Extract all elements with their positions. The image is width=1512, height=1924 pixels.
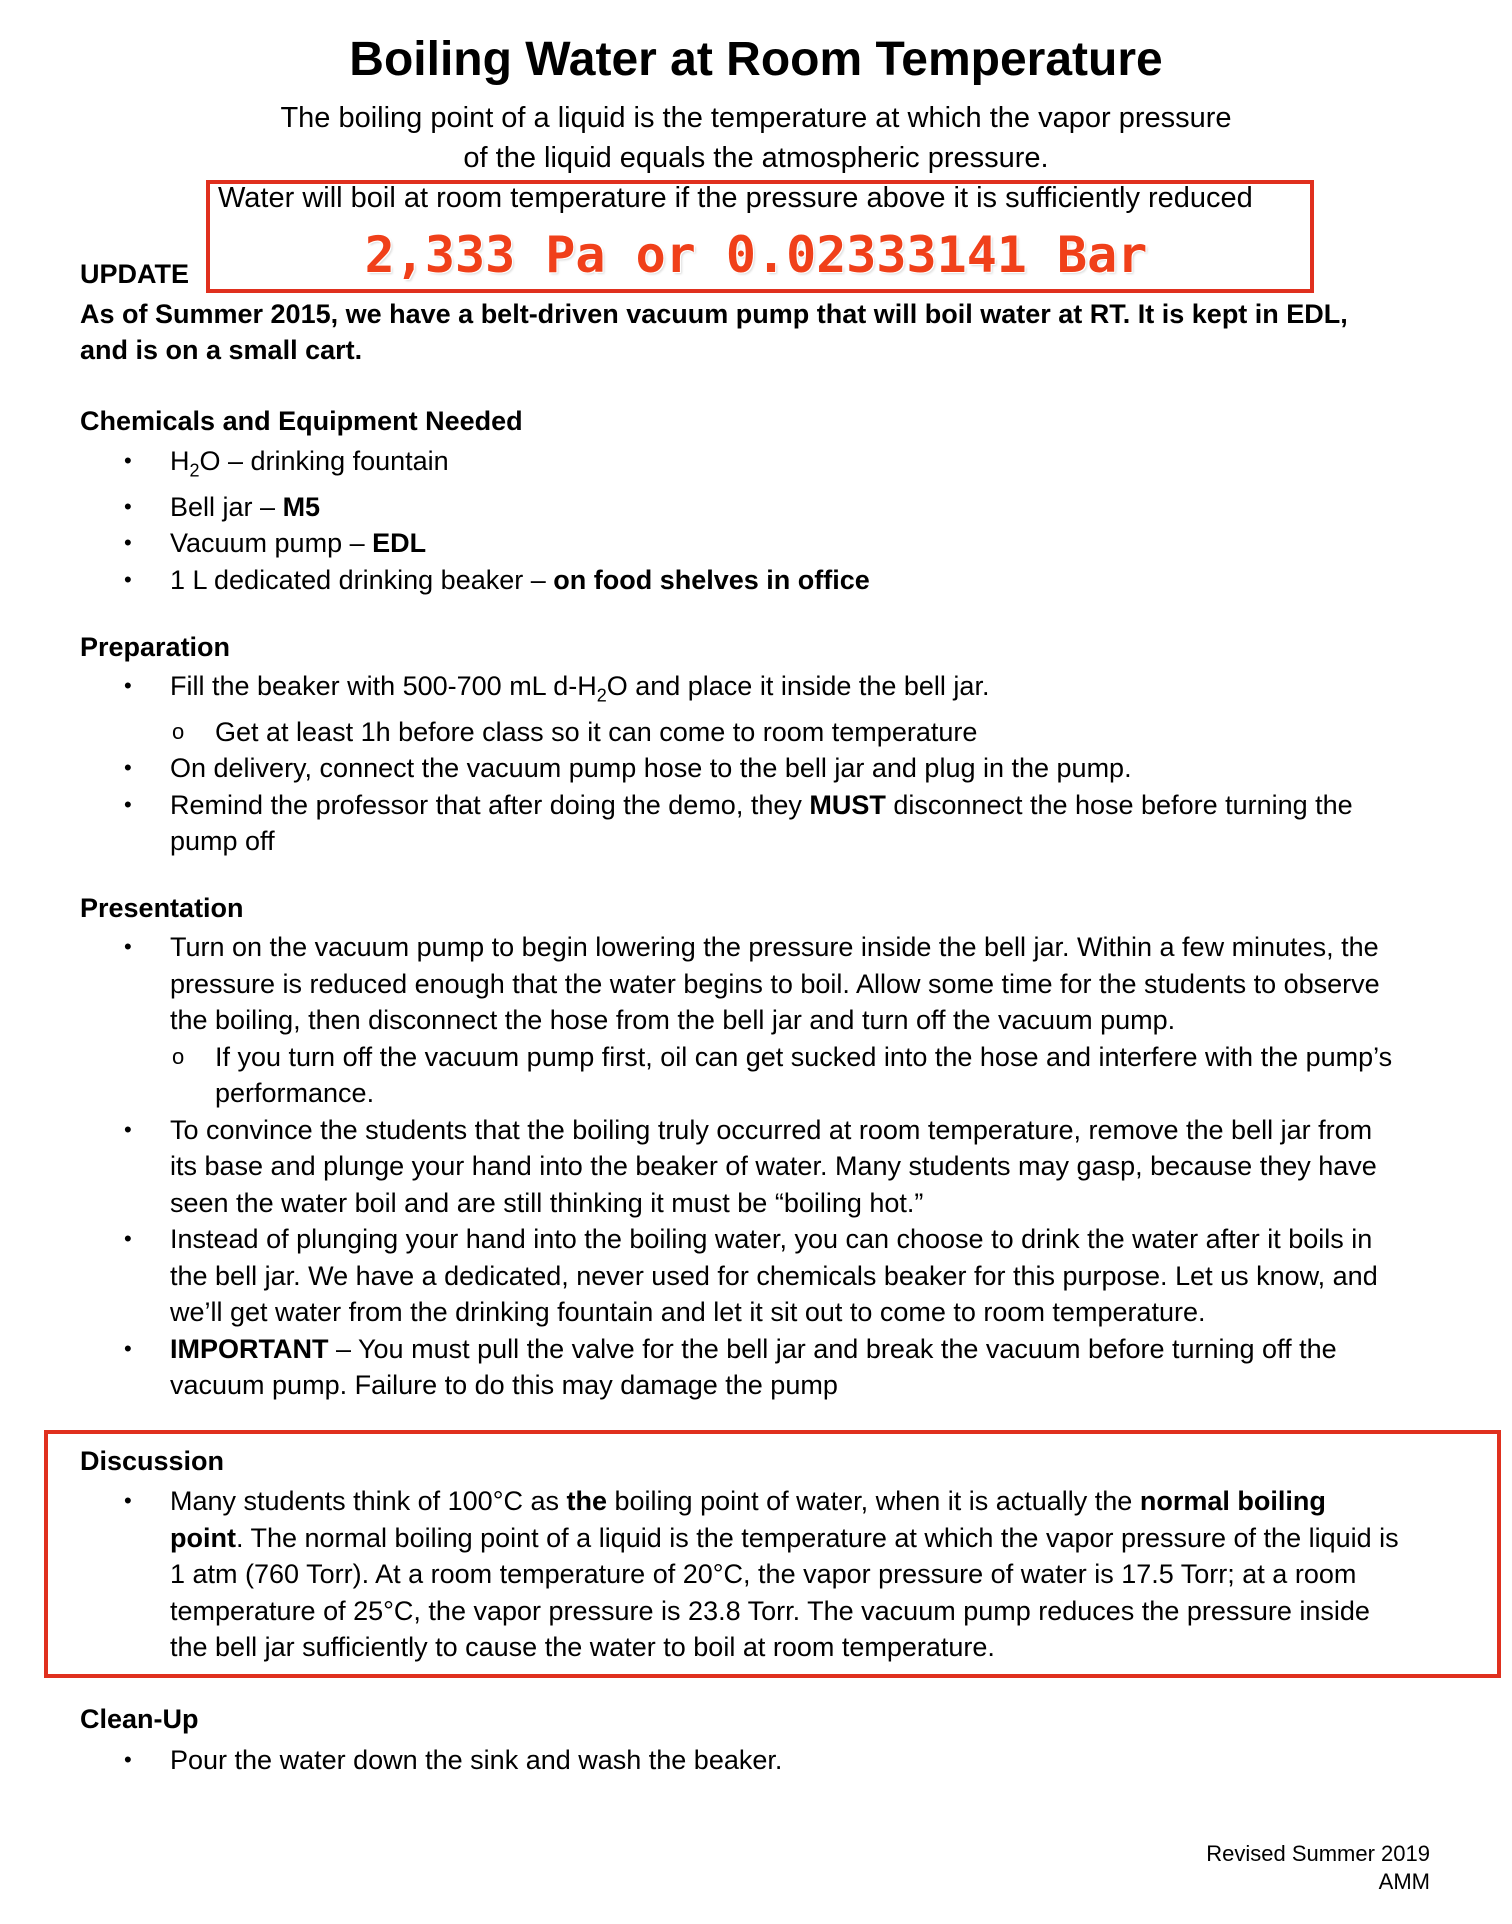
list-item: • Remind the professor that after doing the demo, they MUST disconnect the hose before turning the pump off	[80, 787, 1440, 860]
bullet-icon: •	[124, 1747, 132, 1772]
bullet-icon: •	[124, 1335, 132, 1361]
page-title: Boiling Water at Room Temperature	[349, 33, 1163, 86]
author-initials: AMM	[1378, 1869, 1430, 1894]
sub-bullet-icon: o	[172, 718, 185, 744]
list-item: • On delivery, connect the vacuum pump hose to the bell jar and plug in the pump.	[80, 750, 1440, 787]
list-item: • Turn on the vacuum pump to begin lowering the pressure inside the bell jar. Within a few minutes, the pressure is reduced enough that the water begins to boil. Allow some time for the students to observe the boiling, then disconnect the hose from the bell jar and turn off the vacuum pump.	[80, 929, 1440, 1039]
list-item: • $H_2O$ – drinking fountain	[80, 443, 1440, 489]
presentation-heading: Presentation	[80, 893, 244, 923]
cleanup-list	[80, 1742, 1440, 1779]
bullet-icon: •	[124, 1488, 132, 1513]
bullet-icon: •	[124, 755, 132, 781]
callout-text: Water will boil at room temperature if the pressure above it is sufficiently reduced	[218, 182, 1253, 214]
intro-line-1: The boiling point of a liquid is the temperature at which the vapor pressure	[280, 102, 1232, 134]
revised-date: Revised Summer 2019	[1206, 1841, 1430, 1866]
list-item: • Fill the beaker with 500-700 mL $d-H_2O$ and place it inside the bell jar.	[80, 668, 1440, 714]
bullet-icon: •	[124, 448, 132, 473]
update-line-1: As of Summer 2015, we have a belt-driven vacuum pump that will boil water at RT. It is kept in EDL,	[80, 299, 1348, 329]
preparation-heading: Preparation	[80, 632, 231, 662]
bullet-icon: •	[124, 934, 132, 959]
update-heading: UPDATE	[80, 259, 190, 289]
bullet-icon: •	[124, 673, 132, 698]
list-subitem: o If you turn off the vacuum pump first, oil can get sucked into the hose and interfere with the pump’s performance.	[80, 1039, 1440, 1112]
list-subitem: o Get at least 1h before class so it can come to room temperature	[80, 714, 1440, 751]
bullet-icon: •	[124, 1116, 132, 1142]
bullet-icon: •	[124, 791, 132, 817]
cleanup-heading: Clean-Up	[80, 1704, 199, 1734]
list-item: • Vacuum pump – EDL	[80, 525, 1440, 562]
list-item: • Bell jar – M5	[80, 489, 1440, 526]
callout-pressure-value: 2,333 Pa or 0.02333141 Bar	[364, 226, 1148, 284]
bullet-icon: •	[124, 530, 132, 556]
list-item: • Many students think of 100°C as the boiling point of water, when it is actually the normal boiling point. The normal boiling point of a liquid is the temperature at which the vapor pressure of the liquid is 1 atm (760 Torr). At a room temperature of 20°C, the vapor pressure of water is 17.5 Torr; at a room temperature of 25°C, the vapor pressure is 23.8 Torr. The vacuum pump reduces the pressure inside the bell jar sufficiently to cause the water to boil at room temperature.	[80, 1483, 1440, 1666]
update-line-2: and is on a small cart.	[80, 335, 363, 365]
bullet-icon: •	[124, 493, 132, 519]
sub-bullet-icon: o	[172, 1043, 185, 1069]
chemicals-heading: Chemicals and Equipment Needed	[80, 406, 523, 436]
list-item: • IMPORTANT – You must pull the valve for the bell jar and break the vacuum before turning off the vacuum pump. Failure to do this may damage the pump	[80, 1331, 1440, 1404]
revision-note	[1206, 1840, 1430, 1896]
presentation-list	[80, 929, 1440, 1404]
preparation-list	[80, 668, 1440, 860]
list-item: • 1 L dedicated drinking beaker – on food shelves in office	[80, 562, 1440, 599]
intro-line-2: of the liquid equals the atmospheric pressure.	[463, 142, 1049, 174]
list-item: • To convince the students that the boiling truly occurred at room temperature, remove the bell jar from its base and plunge your hand into the beaker of water. Many students may gasp, because they have seen the water boil and are still thinking it must be “boiling hot.”	[80, 1112, 1440, 1222]
list-item: • Pour the water down the sink and wash the beaker.	[80, 1742, 1440, 1779]
list-item: • Instead of plunging your hand into the boiling water, you can choose to drink the water after it boils in the bell jar. We have a dedicated, never used for chemicals beaker for this purpose. Let us know, and we’ll get water from the drinking fountain and let it sit out to come to room temperature.	[80, 1221, 1440, 1331]
bullet-icon: •	[124, 1226, 132, 1251]
chemicals-list	[80, 443, 1440, 598]
bullet-icon: •	[124, 566, 132, 592]
discussion-list	[80, 1483, 1440, 1666]
discussion-heading: Discussion	[80, 1446, 225, 1476]
